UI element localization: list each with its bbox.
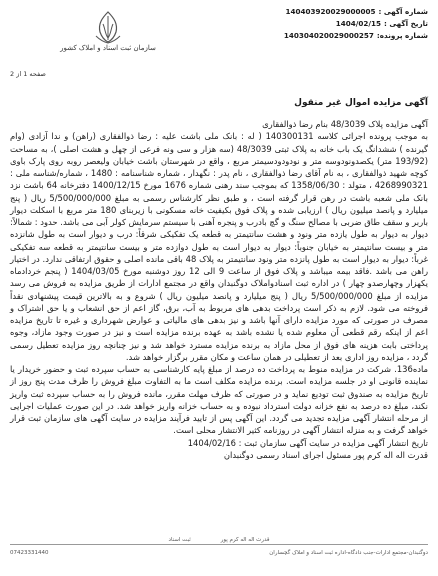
organization-logo <box>48 10 168 62</box>
notice-date-label: تاریخ آگهی : <box>384 19 428 28</box>
file-number-row <box>278 30 428 42</box>
file-number-label: شماره پرونده: <box>376 31 428 40</box>
footer-note-right: قدرت اله اله کرم پور <box>220 537 270 543</box>
footer <box>10 550 428 556</box>
notice-date-row <box>278 18 428 30</box>
emblem-icon <box>92 10 124 44</box>
footer-phone: 07423331440 <box>10 550 49 556</box>
footer-note <box>10 537 428 543</box>
notice-number: 140403920029000005 <box>285 7 376 16</box>
notice-body <box>10 118 428 461</box>
page-number: صفحه 1 از 2 <box>10 70 46 78</box>
footer-divider <box>10 544 428 545</box>
paragraph: آگهی مزایده پلاک 48/3039 بنام رضا ذوالفقاری <box>262 119 428 129</box>
paragraph: ماده136. شرکت در مزایده منوط به پرداخت ده درصد از مبلغ پایه کارشناسی به حساب سپرده ثبت و حضور خریدار یا نماینده قانونی او در جلسه مزایده است. برنده مزایده مکلف است ما به التفاوت مبلغ فروش را ظرف مدت پنج روز از تاریخ مزایده به صندوق ثبت تودیع نماید و در صورتی که ظرف مهلت مقرر، مانده فروش را به حساب سپرده ثبت واریز نکند، مبلغ ده درصد به نفع خزانه دولت استرداد نبوده و به حساب خزانه واریز خواهد شد. در این صورت عملیات اجرایی از مرحله انتشار آگهی مزایده تجدید می گردد. این آگهی پس از تایید فرآیند مزایده در سایت آگهی های سازمان ثبت قرار خواهد گرفت و به منزله انتشار آگهی در روزنامه کثیر الانتشار محلی است. <box>10 364 428 436</box>
footer-note-left: ثبت اسناد <box>168 537 191 543</box>
notice-number-row <box>278 6 428 18</box>
paragraph: تاریخ انتشار آگهی مزایده در سایت آگهی سازمان ثبت : 1404/02/16 <box>187 437 428 448</box>
footer-address: دوگنبدان-مجتمع ادارات-جنب دادگاه-اداره ثبت اسناد و املاک گچساران <box>269 550 428 556</box>
notice-number-label: شماره آگهی : <box>378 7 428 16</box>
paragraph: به موجب پرونده اجرائی کلاسه 140300131 ( له : بانک ملی باشت علیه : رضا ذوالفقاری (راهن) و ندا آزادی (وام گیرنده ) ششدانگ یک باب خانه به پلاک ثبتی 48/3039 (سه هزار و سی ونه فرعی از چهل و هشت اصلی )، به مساحت (193/92 متر) یکصدونودوسه متر و نودودودسیمتر مربع ، واقع در شهرستان باشت خیابان ولیعصر روبه روی پارک باوی کوچه شهید ذوالفقاری ، به نام آقای رضا ذوالفقاری ، نام پدر : نگهدار ، شماره شناسنامه : 1480 ، شماره/شناسه ملی : 4268990321 ، متولد : 1358/06/30 که بموجب سند رهنی شماره 1676 مورخ 1400/12/15 دفترخانه 64 باشت نزد بانک ملی شعبه باشت در رهن قرار گرفته است ، و طبق نظر کارشناس رسمی به مبلغ 5/500/000/000 ریال ( پنج میلیارد و پانصد میلیون ریال ) ارزیابی شده و پلاک فوق بکیفیت خانه مسکونی با زیربنای 180 متر مربع با اسکلت دیوار باربر و سقف طاق ضربی با مصالح سنگ و گچ بادرب و پنجره آهنی با سیستم سرمایش کولر آبی می باشد. حدود : شمالاً: دیوار به دیوار به طول یازده متر ونود و هشت سانتیمتر به قطعه یک تفکیکی شرقاً: درب و دیوار است به طول شانزده متر و بیست سانتیمتر به خیابان جنوباً: دیوار به دیوار است به طول دوازده متر و بیست سانتیمتر به قطعه سه تفکیکی غرباً: دیوار به دیوار است به طول پانزده متر ونود سانتیمتر به پلاک 48 باقی مانده اصلی و حقوق ارتفاقی ندارد. در اختیار راهن می باشد .فاقد بیمه میباشد و پلاک فوق از ساعت 9 الی 12 روز دوشنبه مورخ 1404/03/05 ( پنجم خردادماه یکهزار وچهارصدو چهار ) در اداره ثبت اسنادواملاک دوگنبدان واقع در مجتمع ادارات از طریق مزایده به فروش می رسد مزایده از مبلغ 5/500/000/000 ریال ( پنج میلیارد و پانصد میلیون ریال ) شروع و به بالاترین قیمت پیشنهادی نقداً فروخته می شود. لازم به ذکر است پرداخت بدهی های مربوط به آب، برق، گاز اعم از حق انشعاب و یا حق اشتراک و مصرف در صورتی که مورد مزایده دارای آنها باشد و نیز بدهی های مالیاتی و عوارض شهرداری و غیره تا تاریخ مزایده اعم از اینکه رقم قطعی آن معلوم شده یا نشده باشد به عهده برنده مزایده است و نیز در صورت وجود مازاد، وجوه پرداختی بابت هزینه های فوق از محل مازاد به برنده مزایده مسترد خواهد شد و نیز چنانچه روز مزایده تعطیل رسمی گردد ، مزایده روز اداری بعد از تعطیلی در همان ساعت و مکان مقرر برگزار خواهد شد. <box>10 131 429 362</box>
signature: قدرت اله اله کرم پور مسئول اجرای اسناد رسمی دوگنبدان <box>223 449 428 460</box>
file-number: 140304020029000257 <box>283 31 374 40</box>
page-title: آگهی مزایده اموال غیر منقول <box>294 98 428 108</box>
notice-info <box>278 6 428 42</box>
organization-name: سازمان ثبت اسناد و املاک کشور <box>60 44 156 52</box>
notice-date: 1404/02/15 <box>335 19 382 28</box>
